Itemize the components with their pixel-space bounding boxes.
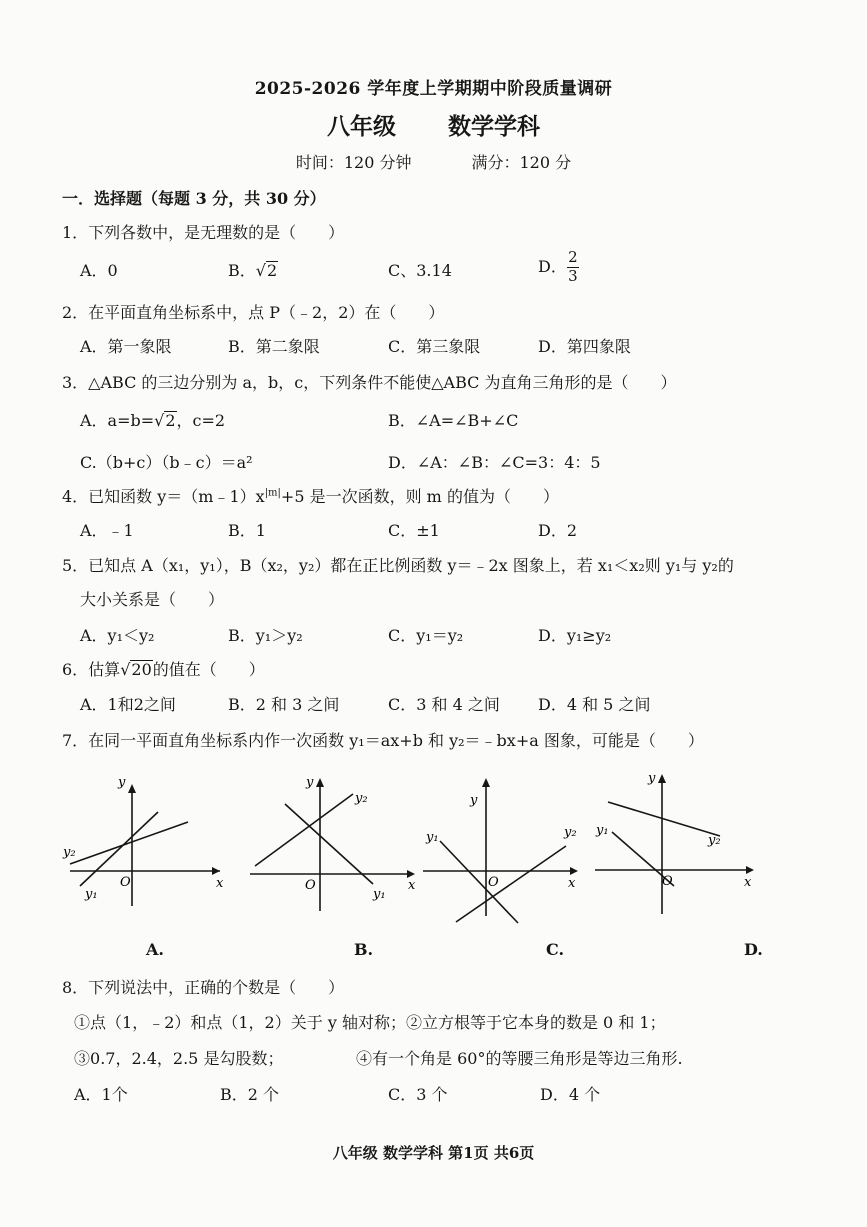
statement-3-text: 0.7，2.4，2.5 是勾股数； bbox=[90, 1049, 284, 1068]
time-limit: 时间：120 分钟 bbox=[295, 153, 412, 172]
y2-label: y₂ bbox=[564, 825, 577, 840]
graph-c-label: C. bbox=[546, 940, 565, 959]
y-axis-label: y bbox=[648, 771, 656, 786]
q3-option-a-radicand: 2 bbox=[165, 411, 176, 430]
q4-option-b: B．1 bbox=[228, 521, 266, 540]
x-axis-arrow-icon bbox=[407, 870, 415, 878]
graph-d-label: D. bbox=[744, 940, 763, 959]
y-axis-arrow-icon bbox=[316, 778, 324, 787]
y-axis-label: y bbox=[306, 775, 314, 790]
y2-label: y₂ bbox=[355, 791, 368, 806]
question-5-stem-line1: 5．已知点 A（x₁，y₁），B（x₂，y₂）都在正比例函数 y＝﹣2x 图象上，若 x₁＜x₂则 y₁与 y₂的 bbox=[62, 556, 734, 575]
fraction-denominator: 3 bbox=[568, 266, 578, 285]
q8-statement-1 bbox=[74, 1010, 666, 1033]
origin-label: O bbox=[662, 874, 673, 889]
graph-d bbox=[590, 766, 770, 916]
question-1-stem: 1．下列各数中，是无理数的是（ ） bbox=[62, 223, 345, 242]
q8-statement-3 bbox=[74, 1046, 283, 1069]
y-axis-arrow-icon bbox=[128, 784, 136, 793]
q1-option-c: C、3.14 bbox=[388, 261, 452, 280]
y-axis-label: y bbox=[118, 775, 126, 790]
page-footer: 八年级 数学学科 第1页 共6页 bbox=[332, 1144, 535, 1162]
graph-c bbox=[418, 766, 598, 926]
q8-option-b: B．2 个 bbox=[220, 1085, 280, 1104]
x-axis-arrow-icon bbox=[212, 867, 220, 875]
q6-option-d: D．4 和 5 之间 bbox=[538, 695, 651, 714]
statement-1-number: ① bbox=[74, 1013, 91, 1032]
origin-label: O bbox=[305, 878, 316, 893]
q5-option-a: A．y₁＜y₂ bbox=[80, 626, 155, 645]
q1-option-d bbox=[538, 250, 579, 285]
q8-option-a: A．1个 bbox=[74, 1085, 128, 1104]
line-y2 bbox=[255, 794, 353, 866]
y1-label: y₁ bbox=[373, 887, 386, 902]
q2-option-a: A．第一象限 bbox=[80, 337, 172, 356]
statement-2-text: 立方根等于它本身的数是 0 和 1； bbox=[421, 1013, 666, 1032]
q5-option-c: C．y₁＝y₂ bbox=[388, 626, 464, 645]
q6-stem-pre: 6．估算 bbox=[62, 660, 121, 679]
y2-label: y₂ bbox=[63, 845, 76, 860]
q1-option-d-prefix: D． bbox=[538, 256, 567, 276]
statement-4-number: ④ bbox=[356, 1049, 373, 1068]
line-y1 bbox=[80, 812, 158, 886]
x-axis-arrow-icon bbox=[570, 867, 578, 875]
q6-option-b: B．2 和 3 之间 bbox=[228, 695, 340, 714]
line-y2 bbox=[608, 802, 720, 836]
q3-option-a-prefix: A．a=b= bbox=[80, 411, 155, 430]
q6-option-c: C．3 和 4 之间 bbox=[388, 695, 500, 714]
y-axis-arrow-icon bbox=[482, 778, 490, 787]
q2-option-c: C．第三象限 bbox=[388, 337, 481, 356]
exam-meta bbox=[0, 150, 867, 173]
statement-1-text: 点（1，﹣2）和点（1，2）关于 y 轴对称； bbox=[90, 1013, 406, 1032]
q8-option-c: C．3 个 bbox=[388, 1085, 448, 1104]
grade-label: 八年级 bbox=[327, 113, 396, 140]
q8-option-d: D．4 个 bbox=[540, 1085, 601, 1104]
graph-a bbox=[60, 766, 240, 916]
statement-2-number: ② bbox=[405, 1013, 422, 1032]
question-6-stem: 6．估算√20的值在（ ） bbox=[62, 660, 265, 679]
line-y1 bbox=[440, 841, 518, 923]
question-4-stem bbox=[62, 484, 559, 507]
line-y2 bbox=[70, 822, 188, 864]
x-axis-label: x bbox=[216, 876, 224, 891]
y1-label: y₁ bbox=[596, 823, 609, 838]
subject-label: 数学学科 bbox=[448, 113, 540, 140]
q4-option-a: A．﹣1 bbox=[80, 521, 134, 540]
fraction-numerator: 2 bbox=[568, 248, 578, 266]
line-y2 bbox=[456, 846, 566, 922]
q4-stem-post: +5 是一次函数，则 m 的值为（ ） bbox=[280, 487, 559, 506]
grade-subject bbox=[0, 108, 867, 141]
q3-option-b: B．∠A=∠B+∠C bbox=[388, 411, 519, 430]
q6-option-a: A．1和2之间 bbox=[80, 695, 176, 714]
q1-option-a: A．0 bbox=[80, 261, 118, 280]
statement-3-number: ③ bbox=[74, 1049, 91, 1068]
y2-label: y₂ bbox=[708, 833, 721, 848]
x-axis-label: x bbox=[408, 878, 416, 893]
origin-label: O bbox=[120, 875, 131, 890]
question-5-stem-line2: 大小关系是（ ） bbox=[80, 590, 225, 609]
q3-option-a-suffix: ，c=2 bbox=[176, 411, 226, 430]
q3-option-d: D．∠A：∠B：∠C=3：4：5 bbox=[388, 453, 601, 472]
q4-option-c: C．±1 bbox=[388, 521, 440, 540]
y-axis-arrow-icon bbox=[658, 774, 666, 783]
q2-option-b: B．第二象限 bbox=[228, 337, 320, 356]
q2-option-d: D．第四象限 bbox=[538, 337, 631, 356]
q4-stem-pre: 4．已知函数 y＝（m﹣1）x bbox=[62, 487, 265, 506]
q1-option-b-prefix: B． bbox=[228, 261, 256, 280]
full-score: 满分：120 分 bbox=[471, 153, 572, 172]
q1-option-b-radicand: 2 bbox=[266, 261, 278, 280]
q6-radicand: 20 bbox=[131, 660, 152, 679]
q6-stem-post: 的值在（ ） bbox=[152, 660, 265, 679]
line-y1 bbox=[285, 804, 373, 884]
x-axis-arrow-icon bbox=[746, 866, 754, 874]
exam-title: 2025-2026 学年度上学期期中阶段质量调研 bbox=[254, 79, 613, 99]
graph-a-label: A. bbox=[146, 940, 164, 959]
q5-option-b: B．y₁＞y₂ bbox=[228, 626, 303, 645]
q3-option-c: C.（b+c）（b﹣c）＝a² bbox=[80, 453, 253, 472]
q4-exponent: |m| bbox=[264, 487, 281, 499]
statement-4-text: 有一个角是 60°的等腰三角形是等边三角形. bbox=[372, 1049, 683, 1068]
q3-option-a: A．a=b=√2，c=2 bbox=[80, 411, 226, 430]
question-2-stem: 2．在平面直角坐标系中，点 P（﹣2，2）在（ ） bbox=[62, 303, 445, 322]
q8-statement-4 bbox=[356, 1046, 683, 1069]
q5-option-d: D．y₁≥y₂ bbox=[538, 626, 612, 645]
question-8-stem: 8．下列说法中，正确的个数是（ ） bbox=[62, 978, 345, 997]
question-3-stem: 3．△ABC 的三边分别为 a，b，c，下列条件不能使△ABC 为直角三角形的是（ ） bbox=[62, 373, 677, 392]
question-7-stem: 7．在同一平面直角坐标系内作一次函数 y₁＝ax+b 和 y₂＝﹣bx+a 图象，可能是（ ） bbox=[62, 731, 704, 750]
graph-b bbox=[245, 766, 425, 916]
origin-label: O bbox=[488, 875, 499, 890]
x-axis-label: x bbox=[568, 876, 576, 891]
y1-label: y₁ bbox=[426, 830, 439, 845]
section-heading: 一．选择题（每题 3 分，共 30 分） bbox=[62, 189, 326, 208]
y-axis-label: y bbox=[470, 793, 478, 808]
graph-b-label: B. bbox=[354, 940, 374, 959]
y1-label: y₁ bbox=[85, 887, 98, 902]
q4-option-d: D．2 bbox=[538, 521, 578, 540]
q1-option-d-fraction bbox=[567, 250, 579, 285]
x-axis-label: x bbox=[744, 875, 752, 890]
q1-option-b: B．√2 bbox=[228, 261, 278, 280]
